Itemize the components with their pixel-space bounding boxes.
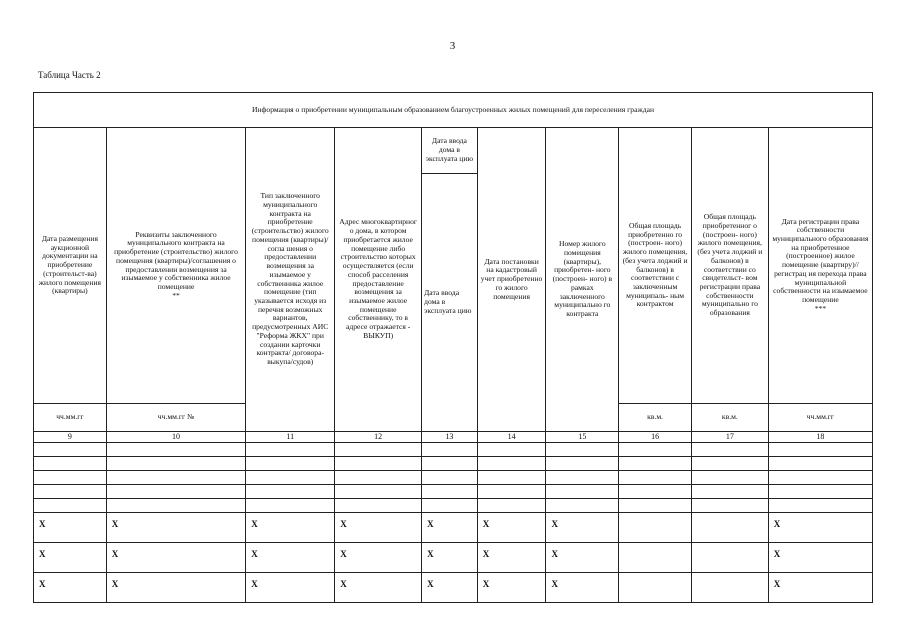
table-row xyxy=(34,457,873,471)
col-num-13: 13 xyxy=(422,432,478,443)
header-col-10 xyxy=(106,128,245,404)
table-cell xyxy=(619,457,692,471)
table-cell xyxy=(335,499,422,513)
unit-col-10: чч.мм.гг № xyxy=(106,404,245,432)
table-cell xyxy=(106,499,245,513)
table-cell xyxy=(246,499,335,513)
table-cell xyxy=(546,443,619,457)
table-cell: X xyxy=(106,543,245,573)
table-cell xyxy=(546,499,619,513)
table-cell: X xyxy=(546,573,619,603)
table-cell: X xyxy=(477,573,546,603)
table-cell xyxy=(106,457,245,471)
table-cell xyxy=(619,543,692,573)
table-cell xyxy=(34,443,107,457)
table-row xyxy=(34,471,873,485)
column-numbers-row xyxy=(34,432,873,443)
table-cell: X xyxy=(246,573,335,603)
table-cell xyxy=(335,457,422,471)
col-num-14: 14 xyxy=(477,432,546,443)
col-num-16: 16 xyxy=(619,432,692,443)
table-cell: X xyxy=(246,543,335,573)
table-cell xyxy=(691,471,768,485)
table-row xyxy=(34,499,873,513)
header-col-15: Номер жилого помещения (квартиры), приобретен- ного (построен- ного) в рамках заключенного муниципально го контракта xyxy=(546,128,619,432)
header-col-13-bottom: Дата ввода дома в эксплуата цию xyxy=(422,174,478,432)
header-col-12: Адрес многоквартирног о дома, в котором приобретается жилое помещение либо строительство которых осуществляется (если способ расселения предоставление возмещения за изымаемое жилое помещение собственнику, то в адресе отражается - ВЫКУП) xyxy=(335,128,422,432)
table-cell xyxy=(422,457,478,471)
col-num-10: 10 xyxy=(106,432,245,443)
table-cell xyxy=(246,443,335,457)
unit-col-17: кв.м. xyxy=(691,404,768,432)
header-col-16: Общая площадь приобретенно го (построен- ного) жилого помещения, (без учета лоджий и балконов) в соответствии с заключенным муниципаль- ным контрактом xyxy=(619,128,692,404)
table-cell xyxy=(422,499,478,513)
table-cell xyxy=(691,543,768,573)
table-cell xyxy=(768,457,872,471)
table-cell: X xyxy=(422,513,478,543)
table-cell xyxy=(619,513,692,543)
col-num-18: 18 xyxy=(768,432,872,443)
table-cell: X xyxy=(335,573,422,603)
table-cell xyxy=(768,471,872,485)
table-cell xyxy=(34,471,107,485)
info-row: Информация о приобретении муниципальным образованием благоустроенных жилых помещений для переселения граждан xyxy=(34,93,873,128)
empty-rows xyxy=(34,443,873,513)
table-cell xyxy=(246,471,335,485)
table-cell xyxy=(34,457,107,471)
table-cell: X xyxy=(34,543,107,573)
table-cell xyxy=(477,485,546,499)
table-cell: X xyxy=(106,513,245,543)
table-cell xyxy=(546,471,619,485)
main-table xyxy=(33,92,873,603)
col-num-15: 15 xyxy=(546,432,619,443)
x-rows xyxy=(34,513,873,603)
table-cell xyxy=(335,471,422,485)
table-cell xyxy=(768,485,872,499)
table-row xyxy=(34,573,873,603)
table-cell xyxy=(246,485,335,499)
table-cell xyxy=(34,485,107,499)
table-cell xyxy=(619,573,692,603)
table-cell xyxy=(477,457,546,471)
table-cell xyxy=(246,457,335,471)
table-cell: X xyxy=(34,573,107,603)
table-row xyxy=(34,543,873,573)
table-row xyxy=(34,485,873,499)
table-cell xyxy=(477,471,546,485)
table-cell: X xyxy=(335,513,422,543)
table-cell xyxy=(691,485,768,499)
table-cell: X xyxy=(34,513,107,543)
table-cell: X xyxy=(546,513,619,543)
col-num-9: 9 xyxy=(34,432,107,443)
unit-col-16: кв.м. xyxy=(619,404,692,432)
table-cell: X xyxy=(335,543,422,573)
table-cell xyxy=(335,485,422,499)
header-col-10-stars: ** xyxy=(172,290,180,300)
header-col-18-text: Дата регистрации права собственности муниципального образования на приобретенное (построенное) жилое помещение (квартиру)//регистрац ия перехода права муниципальной собственности на изымаемое помещение xyxy=(772,216,869,305)
table-cell xyxy=(422,485,478,499)
table-cell xyxy=(619,485,692,499)
header-col-18 xyxy=(768,128,872,404)
header-col-13-top: Дата ввода дома в эксплуата цию xyxy=(422,128,478,174)
table-cell xyxy=(546,457,619,471)
table-cell xyxy=(691,499,768,513)
table-cell xyxy=(477,499,546,513)
unit-col-18: чч.мм.гг xyxy=(768,404,872,432)
table-caption: Таблица Часть 2 xyxy=(38,70,101,80)
header-col-17: Общая площадь приобретенног о (построен- ного) жилого помещения, (без учета лоджий и балконов) в соответствии со свидетельст- вом регистрации права собственности муниципально го образования xyxy=(691,128,768,404)
table-cell: X xyxy=(768,513,872,543)
col-num-17: 17 xyxy=(691,432,768,443)
header-col-11: Тип заключенного муниципального контракта на приобретение (строительство) жилого помещения (квартиры)/согла шения о предоставлении возмещения за изымаемое у собственника жилое помещение (тип указывается исходя из перечня возможных вариантов, предусмотренных АИС "Реформа ЖКХ" при создании карточки контракта/ договора- выкупа/судов) xyxy=(246,128,335,432)
table-cell xyxy=(477,443,546,457)
table-cell: X xyxy=(106,573,245,603)
table-cell: X xyxy=(477,513,546,543)
table-cell xyxy=(691,513,768,543)
table-cell xyxy=(619,499,692,513)
table-row xyxy=(34,513,873,543)
table-cell xyxy=(619,471,692,485)
table-cell xyxy=(422,471,478,485)
table-cell: X xyxy=(422,573,478,603)
table-cell xyxy=(34,499,107,513)
table-cell: X xyxy=(768,543,872,573)
table-cell: X xyxy=(768,573,872,603)
header-col-14: Дата постановки на кадастровый учет приобретенно го жилого помещения xyxy=(477,128,546,432)
page-number: 3 xyxy=(449,40,456,52)
table-cell xyxy=(546,485,619,499)
header-col-9: Дата размещения аукционной документации на приобретение (строительст-ва) жилого помещения (квартиры) xyxy=(34,128,107,404)
table-cell: X xyxy=(246,513,335,543)
table-cell xyxy=(768,443,872,457)
table-row xyxy=(34,443,873,457)
table-cell xyxy=(619,443,692,457)
col-num-12: 12 xyxy=(335,432,422,443)
table-cell xyxy=(768,499,872,513)
table-cell xyxy=(691,573,768,603)
table-cell: X xyxy=(546,543,619,573)
table-cell: X xyxy=(477,543,546,573)
table-cell xyxy=(335,443,422,457)
table-cell xyxy=(106,471,245,485)
header-col-10-text: Реквизиты заключенного муниципального контракта на приобретение (строительство) жилого помещения (квартиры)/соглашения о предоставлении возмещения за изымаемое у собственника жилое помещение xyxy=(114,229,238,291)
table-cell: X xyxy=(422,543,478,573)
table-cell xyxy=(422,443,478,457)
table-cell xyxy=(106,485,245,499)
table-cell xyxy=(691,443,768,457)
header-col-18-stars: *** xyxy=(814,303,827,313)
table-cell xyxy=(106,443,245,457)
unit-col-9: чч.мм.гг xyxy=(34,404,107,432)
table-cell xyxy=(691,457,768,471)
col-num-11: 11 xyxy=(246,432,335,443)
